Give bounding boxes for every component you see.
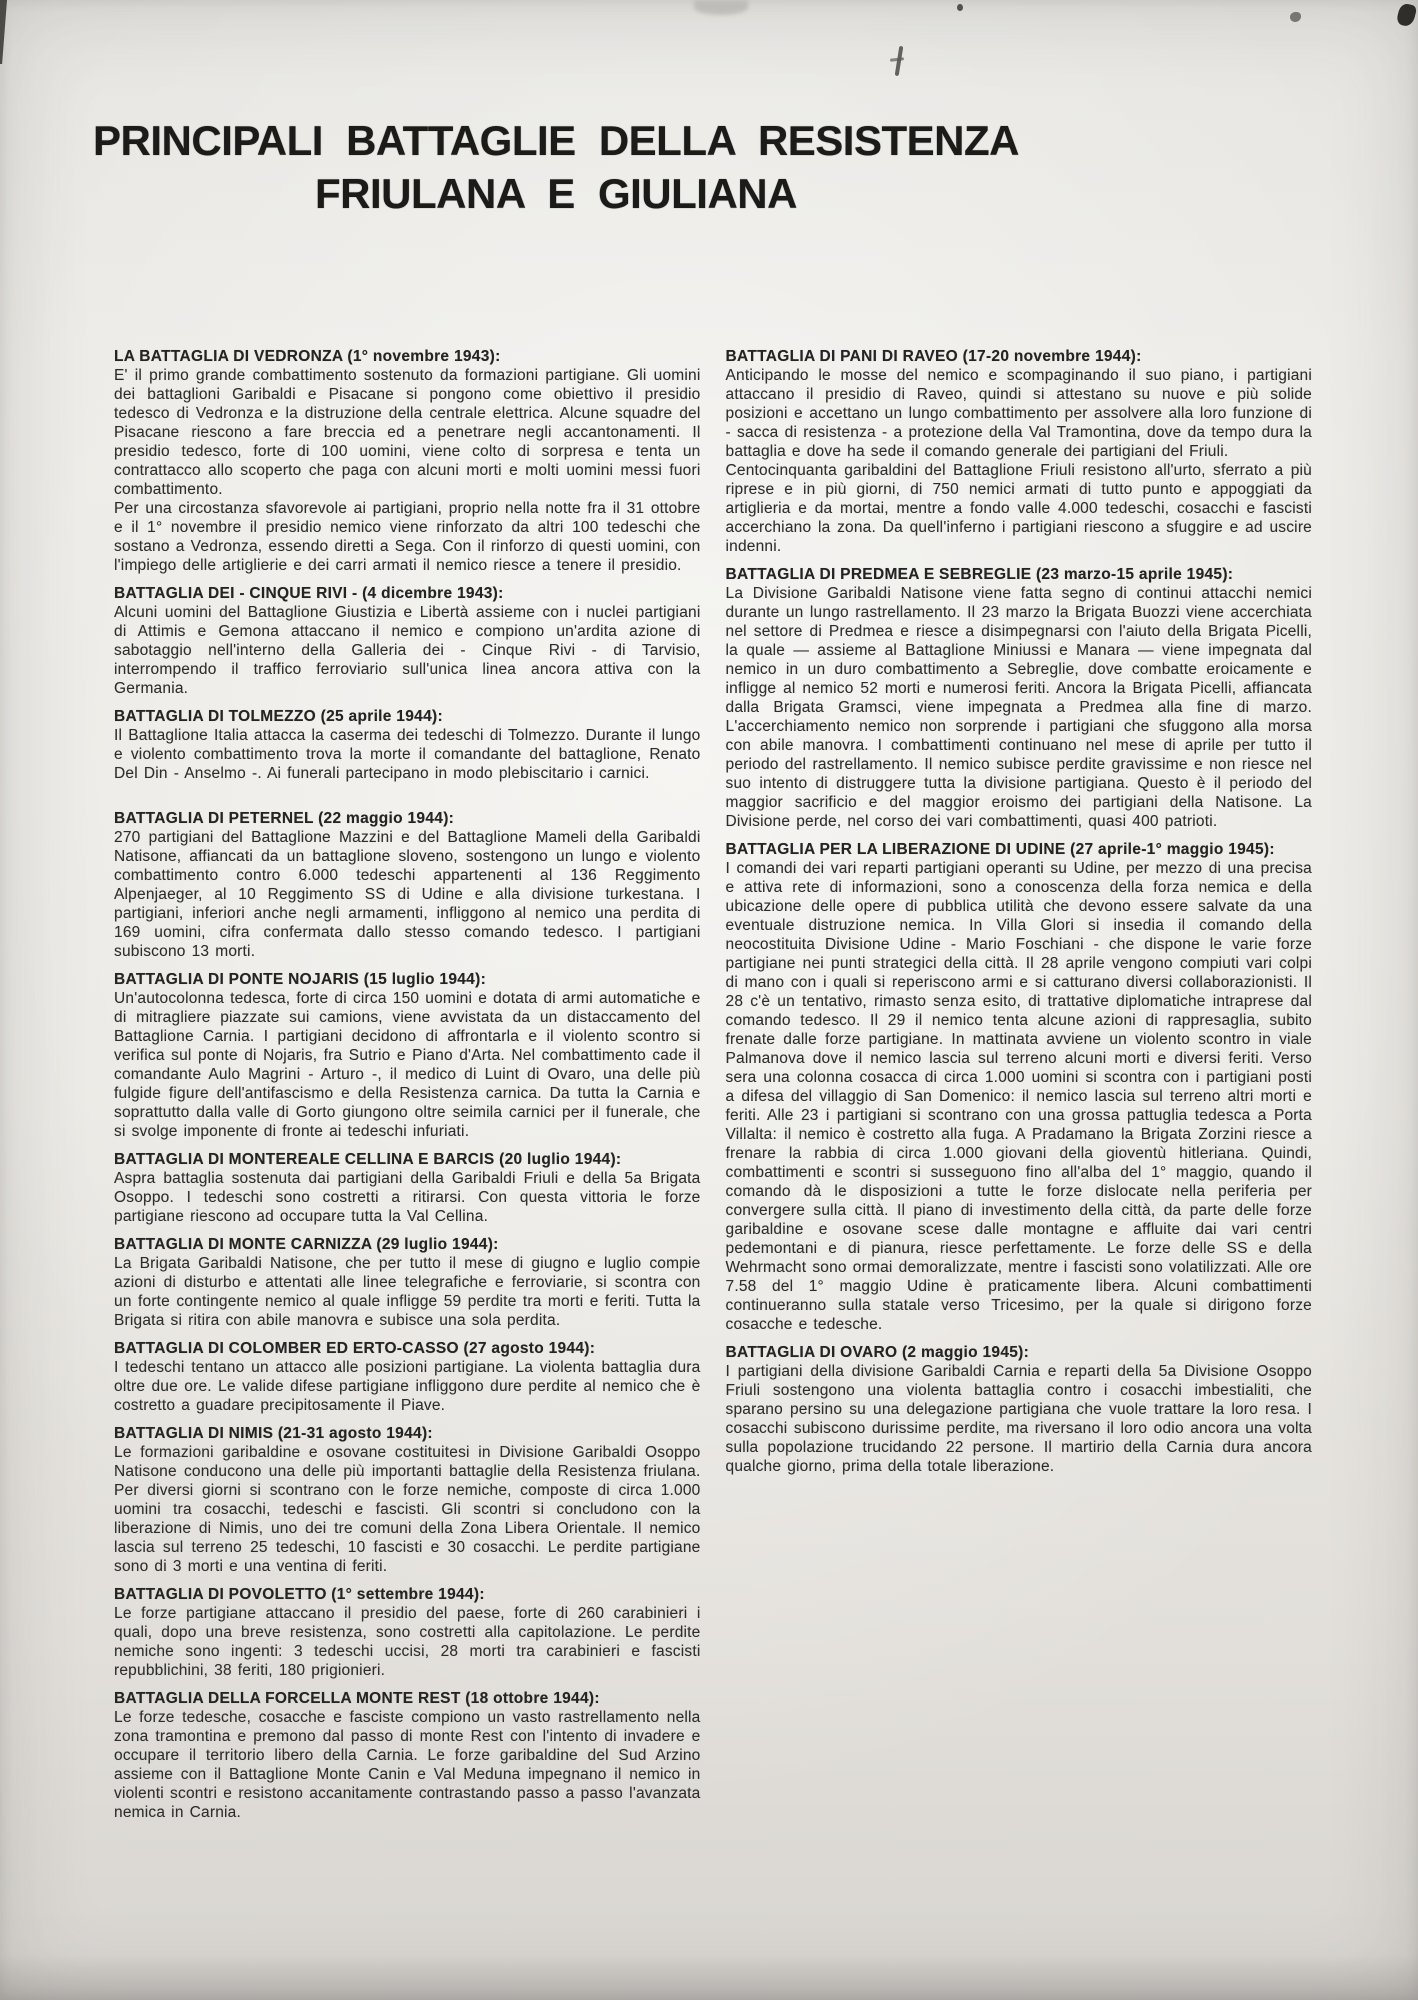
scan-scratch <box>895 46 904 76</box>
battle-paragraph: La Divisione Garibaldi Natisone viene fatta segno di continui attacchi nemici durante un lungo rastrellamento. Il 23 marzo la Brigata Buozzi viene accerchiata nel settore di Predmea e riesce a disimpegnarsi con l'aiuto della Brigata Picelli, la quale — assieme al Battaglione Miniussi e Manara — viene impegnata dal nemico in un duro combattimento a Sebreglie, dove combatte eroicamente e infligge al nemico 52 morti e numerosi feriti. Ancora la Brigata Picelli, affiancata dalla Brigata Gramsci, viene impegnata a Predmea alla fine di marzo. L'accerchiamento nemico non sorprende i partigiani che sfuggono alla morsa con abile manovra. I combattimenti continuano nel mese di aprile per tutto il periodo del rastrellamento. Il nemico subisce perdite gravissime e non riesce nel suo intento di distruggere tutta la divisione partigiana. Questo è il periodo del maggior sacrificio e del maggior eroismo dei partigiani della Natisone. La Divisione perde, nel corso dei vari combattimenti, quasi 400 patrioti. <box>725 585 1312 830</box>
battle-section <box>114 783 701 961</box>
scan-bottom-shadow <box>0 1954 1418 2000</box>
page-title-line-2: FRIULANA E GIULIANA <box>315 170 797 218</box>
battle-paragraph: La Brigata Garibaldi Natisone, che per tutto il mese di giugno e luglio compie azioni di disturbo e attentati alle linee telegrafiche e ferroviarie, si scontra con un forte contingente nemico al quale infligge 59 perdite tra morti e feriti. Tutta la Brigata si ritira con abile manovra e subisce una sola perdita. <box>114 1255 701 1329</box>
battle-paragraph: 270 partigiani del Battaglione Mazzini e del Battaglione Mameli della Garibaldi Natisone, affiancati da un battaglione sloveno, sostengono un lungo e violento combattimento contro 6.000 tedeschi appartenenti al 136 Reggimento Alpenjaeger, al 10 Reggimento SS di Udine e alla divisione turkestana. I partigiani, inferiori anche negli armamenti, infliggono al nemico una perdita di 169 uomini, cifra confermata dallo stesso comando tedesco. I partigiani subiscono 13 morti. <box>114 829 701 960</box>
battle-paragraph: Le forze tedesche, cosacche e fasciste compiono un vasto rastrellamento nella zona tramontina e premono dal passo di monte Rest con l'intento di invadere e occupare il territorio libero della Carnia. Le forze garibaldine del Sud Arzino assieme con il Battaglione Monte Canin e Val Meduna impegnano il nemico in violenti scontri e resistono accanitamente contrastando passo a passo l'avanzata nemica in Carnia. <box>114 1709 701 1821</box>
scan-scratch <box>890 57 904 61</box>
battle-paragraph: I comandi dei vari reparti partigiani operanti su Udine, per mezzo di una precisa e attiva rete di informazioni, sono a conoscenza della forza nemica e della ubicazione delle opere di pubblica utilità che devono essere salvate da una eventuale distruzione nemica. In Villa Glori si insedia il comando della neocostituita Divisione Udine - Mario Foschiani - che dispone le varie forze partigiane nei punti strategici della città. Il 28 aprile vengono compiuti vari colpi di mano con i quali si reperiscono armi e si catturano diversi collaborazionisti. Il 28 c'è un tentativo, rimasto senza esito, di trattative diplomatiche intraprese dal comando tedesco. Il 29 il nemico tenta alcune azioni di rappresaglia, subito frenate dalle forze partigiane. In mattinata avviene un violento scontro in viale Palmanova dove il nemico lascia sul terreno alcuni morti e diversi feriti. Verso sera una colonna cosacca di circa 1.000 uomini si scontra con i partigiani posti a difesa del villaggio di San Domenico: il nemico lascia sul terreno altri morti e feriti. Alle 23 i partigiani si scontrano con una grossa pattuglia tedesca a Porta Villalta: il nemico è costretto alla fuga. A Pradamano la Brigata Zorzini riesce a frenare la rabbia di circa 1.000 giovani della gioventù hitleriana. Quindi, combattimenti e scontri si susseguono fino all'alba del 1° maggio, quando il comando dà le disposizioni a tutte le forze dislocate nella periferia per convergere sulla città. Il piano di investimento della città, da parte delle forze garibaldine e osovane scese dalle montagne e affluite dai vari centri pedemontani e di pianura, riesce perfettamente. Le forze delle SS e della Wehrmacht sono ormai demoralizzate, mentre i fascisti sono volatilizzati. Alle ore 7.58 del 1° maggio Udine è praticamente libera. Alcuni combattimenti continueranno sulla statale verso Tricesimo, per la quale si dirigono forze cosacche e tedesche. <box>725 860 1312 1333</box>
battle-section <box>114 1141 701 1226</box>
right-column <box>726 347 1313 1822</box>
battle-paragraph: Aspra battaglia sostenuta dai partigiani della Garibaldi Friuli e della 5a Brigata Osoppo. I tedeschi sono costretti a ritirarsi. Con questa vittoria le forze partigiane riescono ad occupare tutta la Val Cellina. <box>114 1170 701 1225</box>
scan-edge-mark <box>0 0 7 64</box>
battle-heading: BATTAGLIA DI MONTEREALE CELLINA E BARCIS (20 luglio 1944): <box>114 1151 622 1168</box>
battle-paragraph: Per una circostanza sfavorevole ai partigiani, proprio nella notte fra il 31 ottobre e il 1° novembre il presidio nemico viene rinforzato da altri 100 tedeschi che sostano a Vedronza, essendo diretti a Sega. Con il rinforzo di questi uomini, con l'impiego delle artiglierie e dei carri armati il nemico riesce a tenere il presidio. <box>114 500 701 574</box>
battle-paragraph: Le forze partigiane attaccano il presidio del paese, forte di 260 carabinieri i quali, dopo una breve resistenza, sono costretti alla capitolazione. Le perdite nemiche sono ingenti: 3 tedeschi uccisi, 28 morti tra carabinieri e fascisti repubblichini, 38 feriti, 180 prigionieri. <box>114 1605 701 1679</box>
battle-heading: BATTAGLIA DI MONTE CARNIZZA (29 luglio 1944): <box>114 1236 499 1253</box>
battle-section <box>114 1576 701 1680</box>
battle-heading: BATTAGLIA DI PETERNEL (22 maggio 1944): <box>114 810 455 827</box>
battle-heading: BATTAGLIA DI NIMIS (21-31 agosto 1944): <box>114 1425 433 1442</box>
battle-heading: BATTAGLIA DI OVARO (2 maggio 1945): <box>725 1344 1030 1361</box>
battle-section <box>114 575 701 698</box>
battle-section <box>114 1680 701 1822</box>
battle-paragraph: I tedeschi tentano un attacco alle posizioni partigiane. La violenta battaglia dura oltre due ore. Le valide difese partigiane infliggono dure perdite al nemico che è costretto a guadare precipitosamente il Piave. <box>114 1359 701 1414</box>
scan-speck <box>957 4 963 11</box>
scan-smudge <box>694 0 748 15</box>
battle-section <box>114 1226 701 1330</box>
battle-paragraph: Centocinquanta garibaldini del Battaglione Friuli resistono all'urto, sferrato a più riprese e in più giorni, di 750 nemici armati di tutto punto e appoggiati da artiglieria e da mortai, mentre a fondo valle 4.000 tedeschi, cosacchi e fascisti accerchiano la zona. Da quell'inferno i partigiani riescono a sfuggire e ad uscire indenni. <box>725 462 1312 555</box>
battle-heading: BATTAGLIA DI TOLMEZZO (25 aprile 1944): <box>114 708 443 725</box>
battle-heading: BATTAGLIA PER LA LIBERAZIONE DI UDINE (27 aprile-1° maggio 1945): <box>725 841 1275 858</box>
battle-heading: BATTAGLIA DI PONTE NOJARIS (15 luglio 1944): <box>114 971 487 988</box>
battle-heading: LA BATTAGLIA DI VEDRONZA (1° novembre 1943): <box>114 348 501 365</box>
battle-section <box>114 698 701 783</box>
battle-paragraph: Anticipando le mosse del nemico e scompaginando il suo piano, i partigiani attaccano il presidio di Raveo, quindi si attestano su nuove e più solide posizioni e accettano un lungo combattimento per assolvere alla loro funzione di - sacca di resistenza - a protezione della Val Tramontina, dove da tempo dura la battaglia e dove ha sede il comando generale dei partigiani del Friuli. <box>725 367 1312 460</box>
page-title-line-1: PRINCIPALI BATTAGLIE DELLA RESISTENZA <box>93 117 1019 165</box>
battle-paragraph: I partigiani della divisione Garibaldi Carnia e reparti della 5a Divisione Osoppo Friuli sostengono una violenta battaglia contro i cosacchi imbestialiti, che sparano persino su una delegazione partigiana che vuole trattare la loro resa. I cosacchi subiscono durissime perdite, ma riversano il loro odio ancora una volta sulla popolazione trucidando 22 persone. Il martirio della Carnia dura ancora qualche giorno, prima della totale liberazione. <box>725 1363 1312 1475</box>
scan-corner-blot <box>1396 2 1418 27</box>
battle-heading: BATTAGLIA DEI - CINQUE RIVI - (4 dicembre 1943): <box>114 585 504 602</box>
battle-heading: BATTAGLIA DELLA FORCELLA MONTE REST (18 ottobre 1944): <box>114 1690 600 1707</box>
battle-heading: BATTAGLIA DI PREDMEA E SEBREGLIE (23 marzo-15 aprile 1945): <box>725 566 1234 583</box>
battle-section <box>726 831 1313 1334</box>
battle-section <box>726 347 1313 556</box>
battle-heading: BATTAGLIA DI POVOLETTO (1° settembre 1944): <box>114 1586 485 1603</box>
battle-section <box>114 347 701 575</box>
page-title <box>88 114 1024 220</box>
text-columns <box>114 347 1312 1822</box>
battle-heading: BATTAGLIA DI COLOMBER ED ERTO-CASSO (27 agosto 1944): <box>114 1340 596 1357</box>
battle-paragraph: E' il primo grande combattimento sostenuto da formazioni partigiane. Gli uomini dei battaglioni Garibaldi e Pisacane si pongono come obiettivo il presidio tedesco di Vedronza e la distruzione della centrale elettrica. Alcune squadre del Pisacane riescono a fare breccia ed a penetrare negli accantonamenti. Il presidio tedesco, forte di 100 uomini, viene colto di sorpresa e tenta un contrattacco allo scoperto che paga con alcuni morti e molti uomini messi fuori combattimento. <box>114 367 701 498</box>
battle-section <box>114 961 701 1141</box>
battle-section <box>726 1334 1313 1476</box>
battle-paragraph: Il Battaglione Italia attacca la caserma dei tedeschi di Tolmezzo. Durante il lungo e violento combattimento trova la morte il comandante del battaglione, Renato Del Din - Anselmo -. Ai funerali partecipano in modo plebiscitario i carnici. <box>114 727 701 782</box>
battle-section <box>114 1415 701 1576</box>
battle-section <box>114 1330 701 1415</box>
scan-speck <box>1290 12 1301 22</box>
left-column <box>114 347 701 1822</box>
battle-heading: BATTAGLIA DI PANI DI RAVEO (17-20 novembre 1944): <box>725 348 1142 365</box>
battle-paragraph: Le formazioni garibaldine e osovane costituitesi in Divisione Garibaldi Osoppo Natisone conducono una delle più importanti battaglie della Resistenza friulana. Per diversi giorni si scontrano con le forze nemiche, composte di circa 1.000 uomini tra cosacchi, tedeschi e fascisti. Gli scontri si concludono con la liberazione di Nimis, uno dei tre comuni della Zona Libera Orientale. Il nemico lascia sul terreno 25 tedeschi, 10 fascisti e 30 cosacchi. Le perdite partigiane sono di 3 morti e una ventina di feriti. <box>114 1444 701 1575</box>
battle-paragraph: Alcuni uomini del Battaglione Giustizia e Libertà assieme con i nuclei partigiani di Attimis e Gemona attaccano il nemico e compiono un'ardita azione di sabotaggio nell'interno della Galleria dei - Cinque Rivi - di Tarvisio, interrompendo il traffico ferroviario sull'unica linea ancora attiva con la Germania. <box>114 604 701 697</box>
battle-paragraph: Un'autocolonna tedesca, forte di circa 150 uomini e dotata di armi automatiche e di mitragliere piazzate sui camions, viene avvistata da un distaccamento del Battaglione Carnia. I partigiani decidono di affrontarla e il violento scontro si verifica sul ponte di Nojaris, fra Sutrio e Piano d'Arta. Nel combattimento cade il comandante Aulo Magrini - Arturo -, il medico di Luint di Ovaro, una delle più fulgide figure dell'antifascismo e della Resistenza carnica. Da tutta la Carnia e soprattutto dalla valle di Gorto giungono oltre seimila carnici per il funerale, che si svolge imponente di fronte ai tedeschi infuriati. <box>114 990 701 1140</box>
battle-section <box>726 556 1313 831</box>
